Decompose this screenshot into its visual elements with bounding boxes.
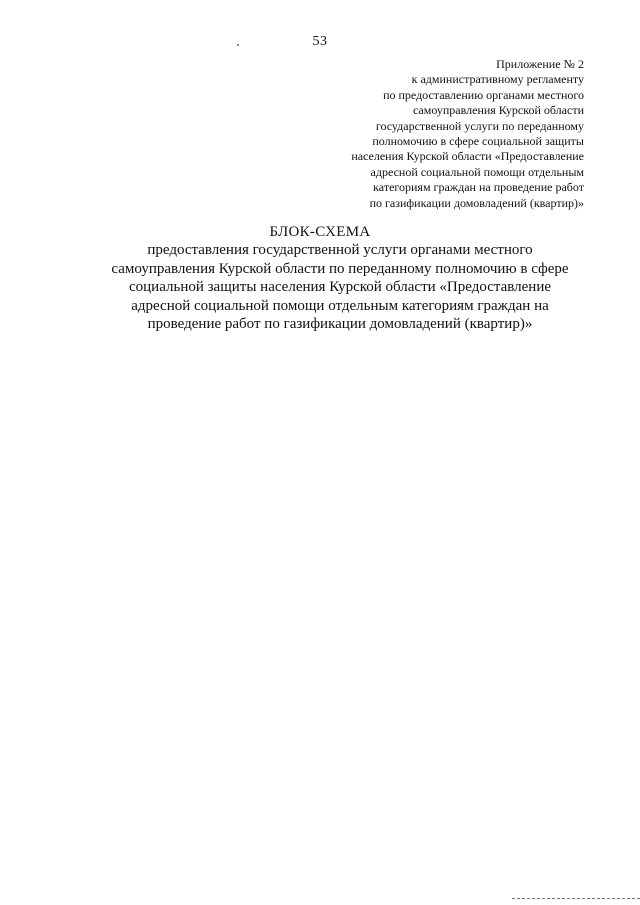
appendix-line: населения Курской области «Предоставление — [351, 149, 584, 164]
appendix-line: адресной социальной помощи отдельным — [370, 164, 584, 179]
scheme-title: БЛОК-СХЕМА — [269, 224, 371, 240]
appendix-line: к административному регламенту — [411, 72, 584, 87]
scan-edge-line — [512, 898, 640, 899]
page-number: 53 — [312, 34, 328, 49]
subtitle-line: самоуправления Курской области по переданному полномочию в сфере — [111, 260, 569, 277]
appendix-line: Приложение № 2 — [496, 57, 584, 71]
subtitle-line: проведение работ по газификации домовладений (квартир)» — [147, 316, 533, 333]
appendix-header — [284, 57, 584, 211]
appendix-line: по газификации домовладений (квартир)» — [369, 195, 584, 210]
appendix-line: самоуправления Курской области — [412, 103, 584, 118]
appendix-line: государственной услуги по переданному — [375, 118, 584, 133]
subtitle-line: адресной социальной помощи отдельным категориям граждан на — [131, 297, 549, 314]
subtitle-line: предоставления государственной услуги органами местного — [147, 242, 533, 258]
appendix-line: по предоставлению органами местного — [383, 87, 584, 102]
appendix-line: категориям граждан на проведение работ — [373, 180, 584, 195]
appendix-line: полномочию в сфере социальной защиты — [372, 134, 584, 149]
subtitle-line: социальной защиты населения Курской области «Предоставление — [128, 279, 552, 296]
scan-speck — [237, 44, 239, 46]
scheme-subtitle — [0, 241, 640, 334]
